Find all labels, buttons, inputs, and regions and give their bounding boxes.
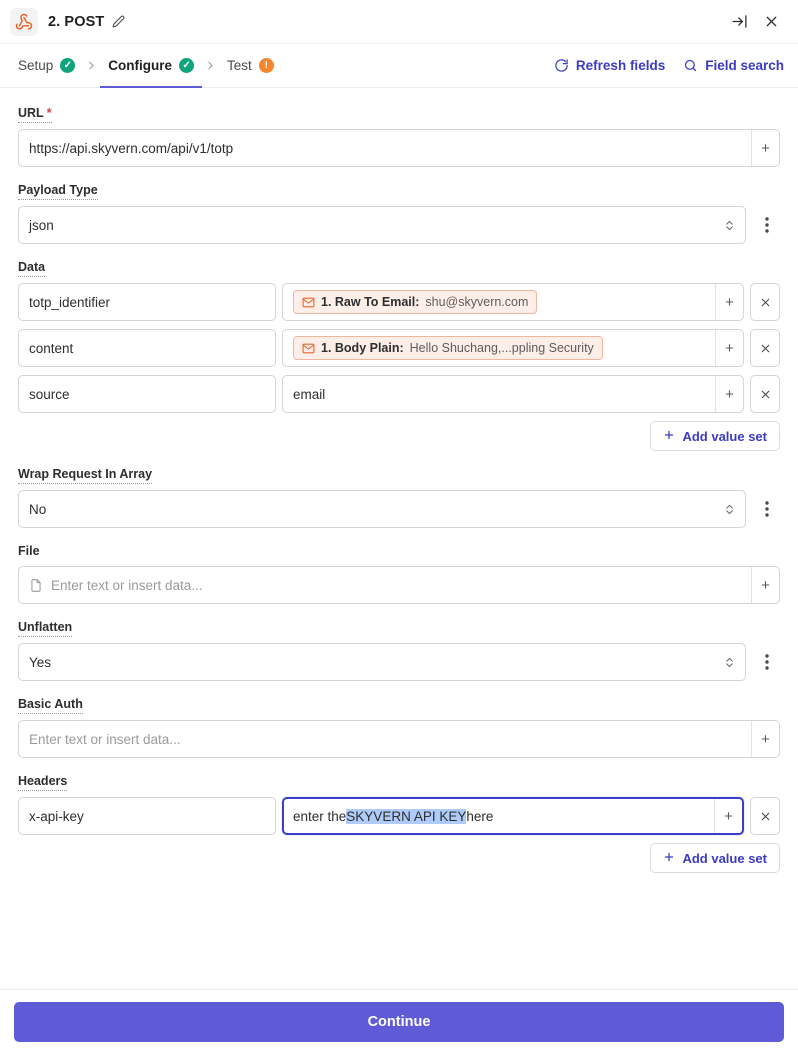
data-remove-row-button[interactable] — [750, 329, 780, 367]
data-remove-row-button[interactable] — [750, 283, 780, 321]
data-value-input[interactable] — [282, 375, 744, 413]
data-insert-data-button[interactable]: + — [715, 376, 743, 412]
field-search-label: Field search — [705, 58, 784, 73]
header-value-suffix: here — [466, 808, 494, 824]
data-token-label: 1. Body Plain: — [321, 341, 404, 355]
data-add-value-set-button[interactable] — [650, 421, 780, 451]
email-icon — [302, 342, 315, 355]
data-key-value: content — [29, 340, 74, 356]
basic-auth-placeholder: Enter text or insert data... — [29, 731, 181, 747]
data-value-token[interactable] — [293, 290, 537, 314]
data-remove-row-button[interactable] — [750, 375, 780, 413]
url-label-text: URL — [18, 106, 44, 120]
step-configure-label: Configure — [108, 58, 173, 73]
file-input[interactable] — [18, 566, 780, 604]
steps-list — [10, 44, 282, 87]
wrap-request-options-menu[interactable] — [754, 490, 780, 528]
headers-label: Headers — [18, 774, 67, 791]
page-title: 2. POST — [48, 13, 105, 30]
step-separator-2 — [202, 44, 219, 87]
refresh-fields-button[interactable] — [554, 58, 665, 73]
payload-type-select[interactable] — [18, 206, 746, 244]
step-test[interactable] — [219, 45, 282, 88]
headers-row — [18, 797, 780, 835]
url-insert-data-button[interactable]: + — [751, 130, 779, 166]
data-token-value: shu@skyvern.com — [425, 295, 529, 309]
data-row — [18, 283, 780, 321]
payload-type-label: Payload Type — [18, 183, 98, 200]
url-label — [18, 106, 52, 123]
data-value-input[interactable] — [282, 329, 744, 367]
email-icon — [302, 296, 315, 309]
header-value-selected-text: SKYVERN API KEY — [346, 808, 467, 824]
field-file — [18, 542, 780, 604]
refresh-icon — [554, 58, 569, 73]
webhooks-logo-icon — [10, 8, 38, 36]
data-value-input[interactable] — [282, 283, 744, 321]
step-setup-label: Setup — [18, 58, 54, 73]
field-url — [18, 104, 780, 167]
steps-bar — [0, 44, 798, 88]
header-actions — [554, 44, 784, 87]
step-setup-status-badge: ✓ — [60, 58, 75, 73]
data-key-value: source — [29, 386, 70, 402]
wrap-request-label: Wrap Request In Array — [18, 467, 152, 484]
data-key-input[interactable] — [18, 283, 276, 321]
field-wrap-request-in-array — [18, 465, 780, 528]
data-value-token[interactable] — [293, 336, 603, 360]
step-configure[interactable] — [100, 45, 202, 88]
basic-auth-label: Basic Auth — [18, 697, 83, 714]
file-label: File — [18, 544, 40, 558]
file-input-placeholder: Enter text or insert data... — [51, 577, 203, 593]
data-row — [18, 329, 780, 367]
step-test-label: Test — [227, 58, 252, 73]
data-add-value-set-label: Add value set — [682, 428, 767, 444]
data-insert-data-button[interactable]: + — [715, 330, 743, 366]
header-value-input[interactable] — [282, 797, 744, 835]
field-data — [18, 258, 780, 451]
unflatten-options-menu[interactable] — [754, 643, 780, 681]
step-configure-status-badge: ✓ — [179, 58, 194, 73]
data-value-text: email — [293, 386, 326, 402]
data-insert-data-button[interactable]: + — [715, 284, 743, 320]
step-test-status-badge: ! — [259, 58, 274, 73]
headers-add-value-set-button[interactable] — [650, 843, 780, 873]
close-icon[interactable] — [758, 9, 784, 35]
header-key-input[interactable] — [18, 797, 276, 835]
payload-type-value: json — [29, 217, 54, 233]
search-icon — [683, 58, 698, 73]
unflatten-select[interactable] — [18, 643, 746, 681]
url-input-value: https://api.skyvern.com/api/v1/totp — [29, 140, 234, 156]
refresh-fields-label: Refresh fields — [575, 58, 666, 73]
pencil-icon[interactable] — [112, 15, 125, 28]
file-insert-data-button[interactable]: + — [751, 567, 779, 603]
continue-button[interactable]: Continue — [14, 1002, 784, 1042]
data-key-input[interactable] — [18, 375, 276, 413]
field-unflatten — [18, 618, 780, 681]
data-token-label: 1. Raw To Email: — [321, 295, 420, 309]
field-search-button[interactable] — [683, 58, 784, 73]
panel-titlebar — [0, 0, 798, 44]
plus-icon — [663, 851, 675, 866]
payload-type-options-menu[interactable] — [754, 206, 780, 244]
data-row — [18, 375, 780, 413]
field-payload-type — [18, 181, 780, 244]
header-remove-row-button[interactable] — [750, 797, 780, 835]
chevron-updown-icon — [724, 218, 735, 233]
url-input[interactable] — [18, 129, 780, 167]
field-basic-auth — [18, 695, 780, 758]
panel-footer — [0, 989, 798, 1058]
header-value-prefix: enter the — [293, 808, 347, 824]
data-key-value: totp_identifier — [29, 294, 111, 310]
basic-auth-input[interactable] — [18, 720, 780, 758]
collapse-panel-icon[interactable] — [726, 9, 752, 35]
unflatten-value: Yes — [29, 654, 52, 670]
header-key-value: x-api-key — [29, 808, 84, 824]
wrap-request-value: No — [29, 501, 47, 517]
data-label: Data — [18, 260, 45, 277]
basic-auth-insert-data-button[interactable]: + — [751, 721, 779, 757]
chevron-updown-icon — [724, 502, 735, 517]
data-key-input[interactable] — [18, 329, 276, 367]
document-icon — [29, 578, 43, 593]
plus-icon — [663, 429, 675, 444]
chevron-updown-icon — [724, 655, 735, 670]
data-token-value: Hello Shuchang,...ppling Security — [409, 341, 594, 355]
step-setup[interactable] — [10, 45, 83, 88]
step-separator-1 — [83, 44, 100, 87]
unflatten-label: Unflatten — [18, 620, 72, 637]
url-required-mark: * — [46, 106, 52, 120]
header-insert-data-button[interactable]: + — [714, 799, 742, 833]
configure-form — [0, 88, 798, 989]
headers-add-value-set-label: Add value set — [682, 850, 767, 866]
wrap-request-select[interactable] — [18, 490, 746, 528]
field-headers — [18, 772, 780, 873]
